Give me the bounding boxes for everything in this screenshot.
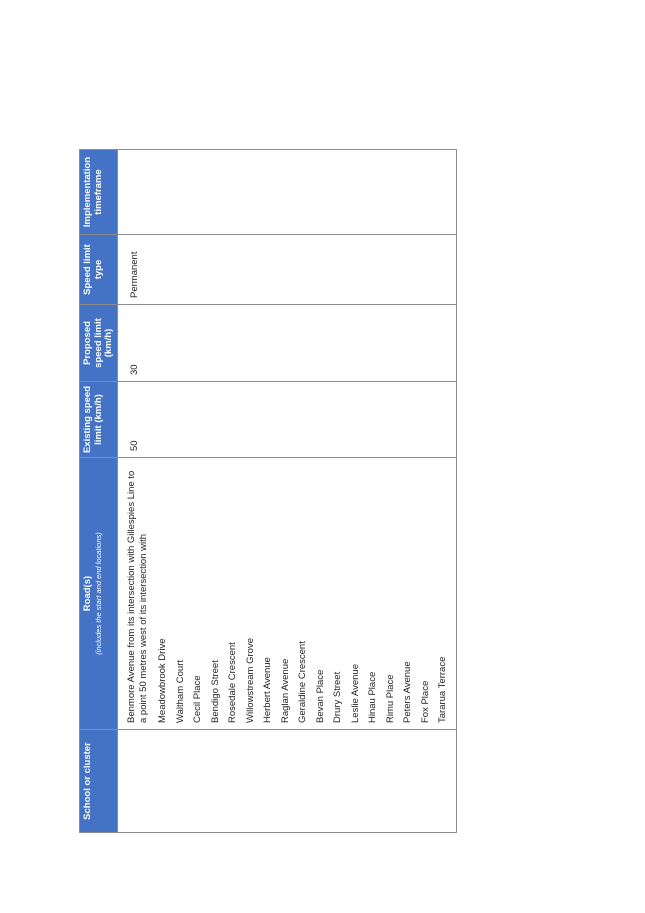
- cell-implementation-timeframe: [118, 150, 457, 235]
- road-item: Geraldine Crescent: [297, 641, 308, 723]
- road-item: Hinau Place: [367, 671, 378, 723]
- cell-school-or-cluster: [118, 730, 457, 833]
- header-existing-speed-limit: Existing speed limit (km/h): [80, 382, 118, 458]
- cell-speed-limit-type: Permanent: [118, 235, 457, 305]
- road-item: Willowstream Grove: [244, 638, 256, 723]
- header-implementation-timeframe: Implementation timeframe: [80, 150, 118, 235]
- header-speed-limit-type: Speed limit type: [80, 235, 118, 305]
- road-item: Rosedale Crescent: [227, 642, 238, 723]
- cell-existing-speed-limit: 50: [118, 382, 457, 458]
- road-item: Fox Place: [419, 680, 431, 723]
- cell-proposed-speed-limit: 30: [118, 305, 457, 382]
- road-item: Leslie Avenue: [349, 664, 361, 723]
- road-item: Drury Street: [332, 671, 343, 723]
- header-roads: [80, 458, 118, 730]
- road-item: Rimu Place: [384, 674, 396, 723]
- table-row: [118, 150, 457, 833]
- road-item: Peters Avenue: [402, 661, 413, 723]
- road-item: Raglan Avenue: [279, 658, 291, 723]
- road-item: Bevan Place: [314, 669, 326, 723]
- table-header-row: [80, 150, 118, 833]
- header-roads-label: Road(s): [82, 575, 93, 612]
- road-item: Tararua Terrace: [437, 656, 448, 723]
- road-item: Benmore Avenue from its intersection with Gillespies Line to a point 50 metres west of its intersection with: [126, 470, 149, 723]
- speed-limit-table: [79, 149, 457, 833]
- road-item: Waltham Court: [174, 660, 186, 723]
- header-proposed-speed-limit: Proposed speed limit (km/h): [80, 305, 118, 382]
- header-roads-note: (includes the start and end locations): [93, 532, 103, 655]
- rotated-page-content: [79, 150, 454, 833]
- road-item: Cecil Place: [192, 675, 203, 723]
- road-item: Meadowbrook Drive: [157, 638, 168, 723]
- road-item: Herbert Avenue: [262, 657, 273, 723]
- road-item: Bendigo Street: [209, 660, 221, 723]
- cell-roads: [118, 458, 457, 730]
- header-school-or-cluster: School or cluster: [80, 730, 118, 833]
